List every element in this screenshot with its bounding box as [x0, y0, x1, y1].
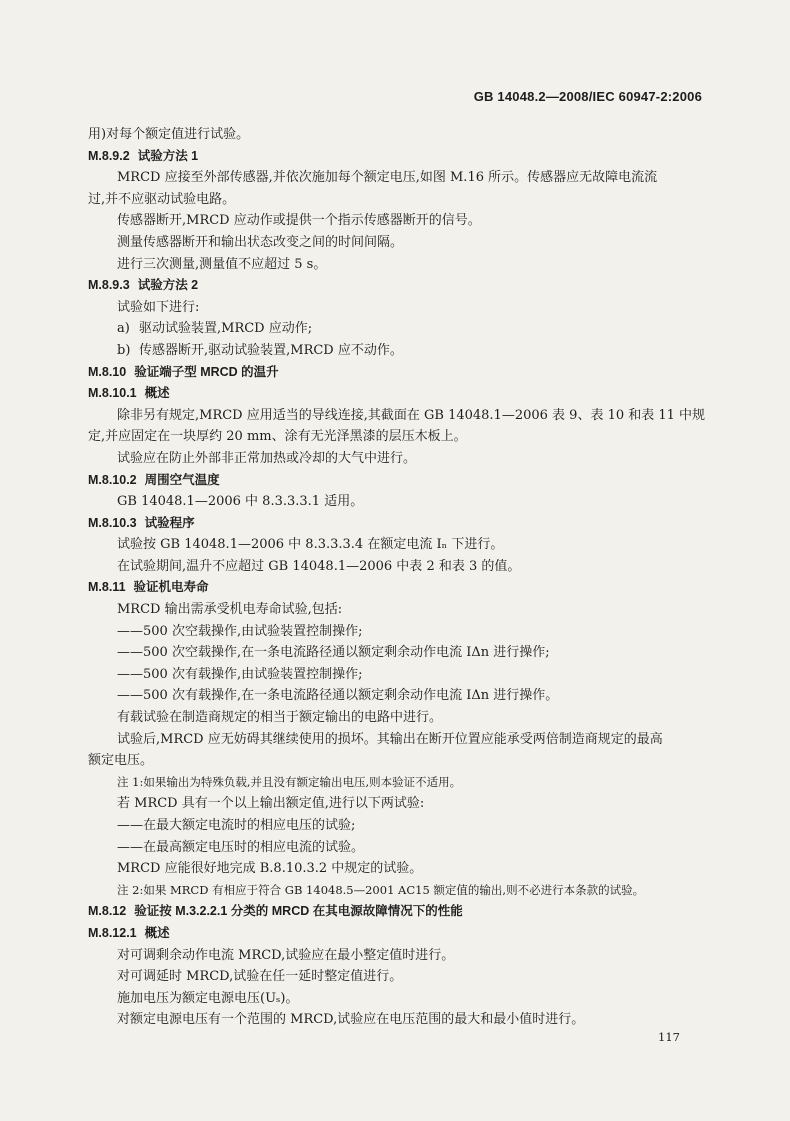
paragraph-continuation: 定,并应固定在一块厚约 20 mm、涂有无光泽黑漆的层压木板上。	[88, 429, 467, 445]
section-title: 周围空气温度	[144, 472, 220, 487]
paragraph-line: 除非另有规定,MRCD 应用适当的导线连接,其截面在 GB 14048.1—2006 表 9、表 10 和表 11 中规	[117, 407, 706, 423]
section-heading	[88, 513, 708, 535]
section-title: 验证端子型 MRCD 的温升	[134, 364, 279, 379]
section-heading	[88, 470, 708, 492]
paragraph-line: 在试验期间,温升不应超过 GB 14048.1—2006 中表 2 和表 3 的值。	[117, 558, 521, 574]
paragraph-line: 试验后,MRCD 应无妨碍其继续使用的损坏。其输出在断开位置应能承受两倍制造商规定的最高	[117, 731, 663, 747]
section-heading	[88, 275, 708, 297]
list-item	[88, 318, 708, 340]
standard-header: GB 14048.2—2008/IEC 60947-2:2006	[473, 89, 702, 104]
section-title: 试验方法 2	[137, 278, 199, 293]
paragraph-line: 对可调延时 MRCD,试验在任一延时整定值进行。	[117, 969, 403, 985]
paragraph-line: 对可调剩余动作电流 MRCD,试验应在最小整定值时进行。	[117, 947, 455, 963]
page-number: 117	[658, 1030, 680, 1044]
section-number: M.8.12	[88, 904, 127, 919]
paragraph-line: 若 MRCD 具有一个以上输出额定值,进行以下两试验:	[117, 796, 425, 812]
note-text: 注 1:如果输出为特殊负载,并且没有额定输出电压,则本验证不适用。	[117, 774, 462, 789]
section-title: 概述	[144, 925, 170, 940]
list-marker: a)	[117, 321, 130, 337]
dash-list-item: ——500 次空载操作,由试验装置控制操作;	[117, 623, 363, 639]
paragraph-line: 试验按 GB 14048.1—2006 中 8.3.3.3.4 在额定电流 Iₙ 下进行。	[117, 537, 504, 553]
list-marker: b)	[117, 342, 131, 358]
section-number: M.8.11	[88, 580, 126, 595]
paragraph-line: 进行三次测量,测量值不应超过 5 s。	[117, 256, 327, 272]
list-item	[88, 340, 708, 362]
paragraph-continuation: 过,并不应驱动试验电路。	[88, 191, 236, 207]
section-heading	[88, 146, 708, 168]
section-title: 验证机电寿命	[133, 580, 209, 595]
paragraph-continuation: 额定电压。	[88, 753, 154, 769]
section-number: M.8.10.1	[88, 386, 137, 401]
list-item-text: 驱动试验装置,MRCD 应动作;	[139, 321, 313, 337]
note-text: 注 2:如果 MRCD 有相应于符合 GB 14048.5—2001 AC15 额定值的输出,则不必进行本条款的试验。	[117, 882, 645, 897]
paragraph-line: GB 14048.1—2006 中 8.3.3.3.1 适用。	[117, 494, 364, 510]
document-body	[88, 124, 708, 1031]
section-number: M.8.10.3	[88, 515, 137, 530]
paragraph-line: 传感器断开,MRCD 应动作或提供一个指示传感器断开的信号。	[117, 213, 481, 229]
dash-list-item: ——500 次空载操作,在一条电流路径通以额定剩余动作电流 IΔn 进行操作;	[117, 645, 550, 661]
section-number: M.8.10.2	[88, 472, 137, 487]
dash-list-item: ——在最高额定电压时的相应电流的试验。	[117, 839, 365, 855]
paragraph-continuation: 用)对每个额定值进行试验。	[88, 127, 250, 142]
paragraph-line: MRCD 应接至外部传感器,并依次施加每个额定电压,如图 M.16 所示。传感器应无故障电流流	[117, 170, 658, 186]
list-item-text: 传感器断开,驱动试验装置,MRCD 应不动作。	[139, 342, 403, 358]
paragraph-line: 对额定电源电压有一个范围的 MRCD,试验应在电压范围的最大和最小值时进行。	[117, 1012, 585, 1028]
section-title: 验证按 M.3.2.2.1 分类的 MRCD 在其电源故障情况下的性能	[134, 904, 463, 919]
section-number: M.8.9.2	[88, 148, 130, 163]
paragraph-line: MRCD 输出需承受机电寿命试验,包括:	[117, 602, 343, 618]
paragraph-line: 试验如下进行:	[117, 299, 200, 315]
section-number: M.8.10	[88, 364, 127, 379]
dash-list-item: ——在最大额定电流时的相应电压的试验;	[117, 818, 356, 833]
section-title: 试验程序	[144, 515, 195, 530]
paragraph-line: 试验应在防止外部非正常加热或冷却的大气中进行。	[117, 450, 417, 466]
section-title: 概述	[144, 386, 170, 401]
section-heading	[88, 901, 708, 923]
paragraph-line: 施加电压为额定电源电压(Uₛ)。	[117, 990, 299, 1006]
section-heading	[88, 577, 708, 599]
paragraph-line: 测量传感器断开和输出状态改变之间的时间间隔。	[117, 234, 404, 250]
dash-list-item: ——500 次有载操作,在一条电流路径通以额定剩余动作电流 IΔn 进行操作。	[117, 688, 559, 704]
paragraph-line: 有载试验在制造商规定的相当于额定输出的电路中进行。	[117, 710, 443, 726]
dash-list-item: ——500 次有载操作,由试验装置控制操作;	[117, 666, 363, 682]
section-heading	[88, 362, 708, 384]
section-number: M.8.9.3	[88, 278, 130, 293]
section-heading	[88, 923, 708, 945]
paragraph-line: MRCD 应能很好地完成 B.8.10.3.2 中规定的试验。	[117, 861, 423, 877]
section-number: M.8.12.1	[88, 925, 137, 940]
section-title: 试验方法 1	[137, 148, 199, 163]
section-heading	[88, 383, 708, 405]
